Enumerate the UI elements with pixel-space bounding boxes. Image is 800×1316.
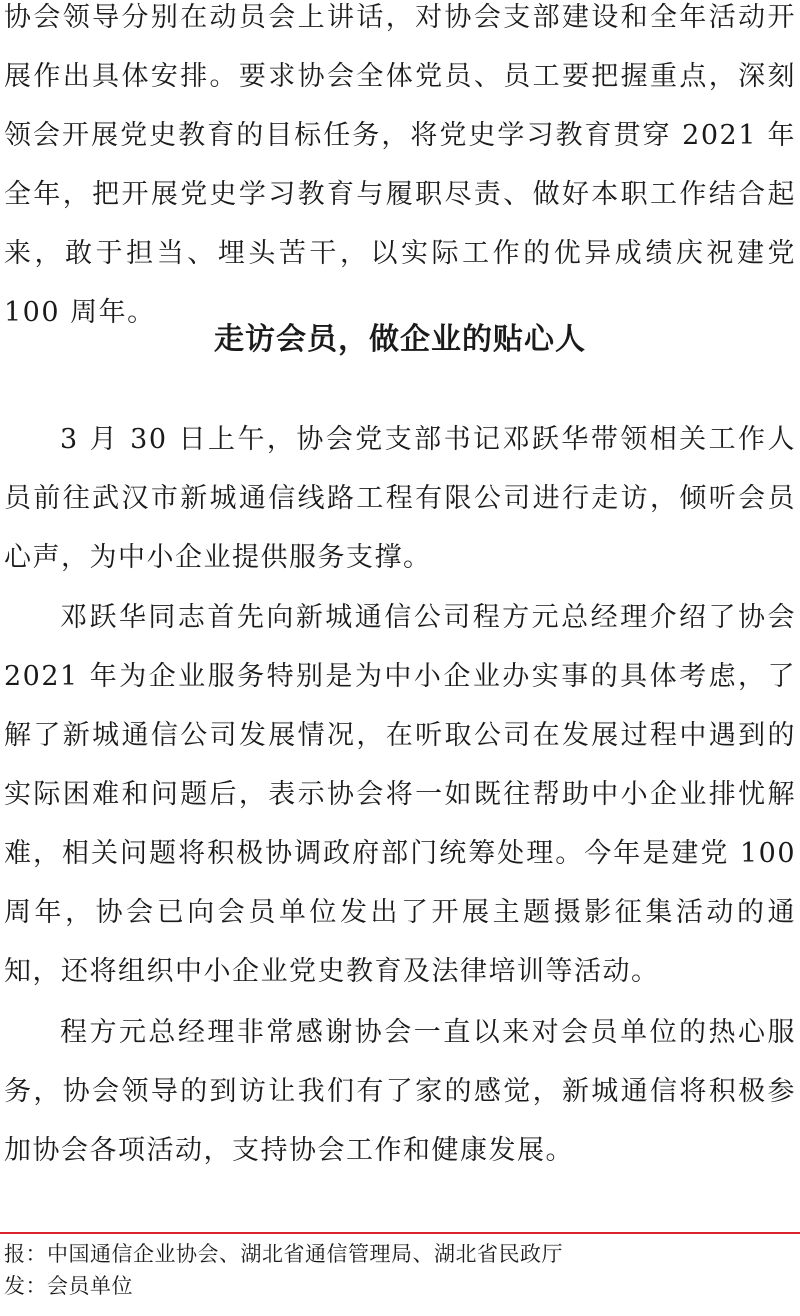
footer-report-line: 报：中国通信企业协会、湖北省通信管理局、湖北省民政厅 [4,1242,563,1266]
footer-send-line: 发：会员单位 [4,1274,133,1298]
paragraph-introduce: 邓跃华同志首先向新城通信公司程方元总经理介绍了协会 2021 年为企业服务特别是为中小企业办实事的具体考虑，了解了新城通信公司发展情况，在听取公司在发展过程中遇到的实际困难和问题后，表示协会将一如既往帮助中小企业排忧解难，相关问题将积极协调政府部门统筹处理。今年是建党 100 周年，协会已向会员单位发出了开展主题摄影征集活动的通知，还将组织中小企业党史教育及法律培训等活动。 [4,602,796,987]
paragraph-visit: 3 月 30 日上午，协会党支部书记邓跃华带领相关工作人员前往武汉市新城通信线路工程有限公司进行走访，倾听会员心声，为中小企业提供服务支撑。 [4,424,796,573]
footer-divider [0,1232,800,1234]
paragraph-thanks: 程方元总经理非常感谢协会一直以来对会员单位的热心服务，协会领导的到访让我们有了家的感觉，新城通信将积极参加协会各项活动，支持协会工作和健康发展。 [4,1017,796,1166]
section-heading: 走访会员，做企业的贴心人 [214,322,586,357]
paragraph-intro: 协会领导分别在动员会上讲话，对协会支部建设和全年活动开展作出具体安排。要求协会全体党员、员工要把握重点，深刻领会开展党史教育的目标任务，将党史学习教育贯穿 2021 年全年，把开展党史学习教育与履职尽责、做好本职工作结合起来，敢于担当、埋头苦干，以实际工作的优异成绩庆祝建党 100 周年。 [4,2,796,328]
